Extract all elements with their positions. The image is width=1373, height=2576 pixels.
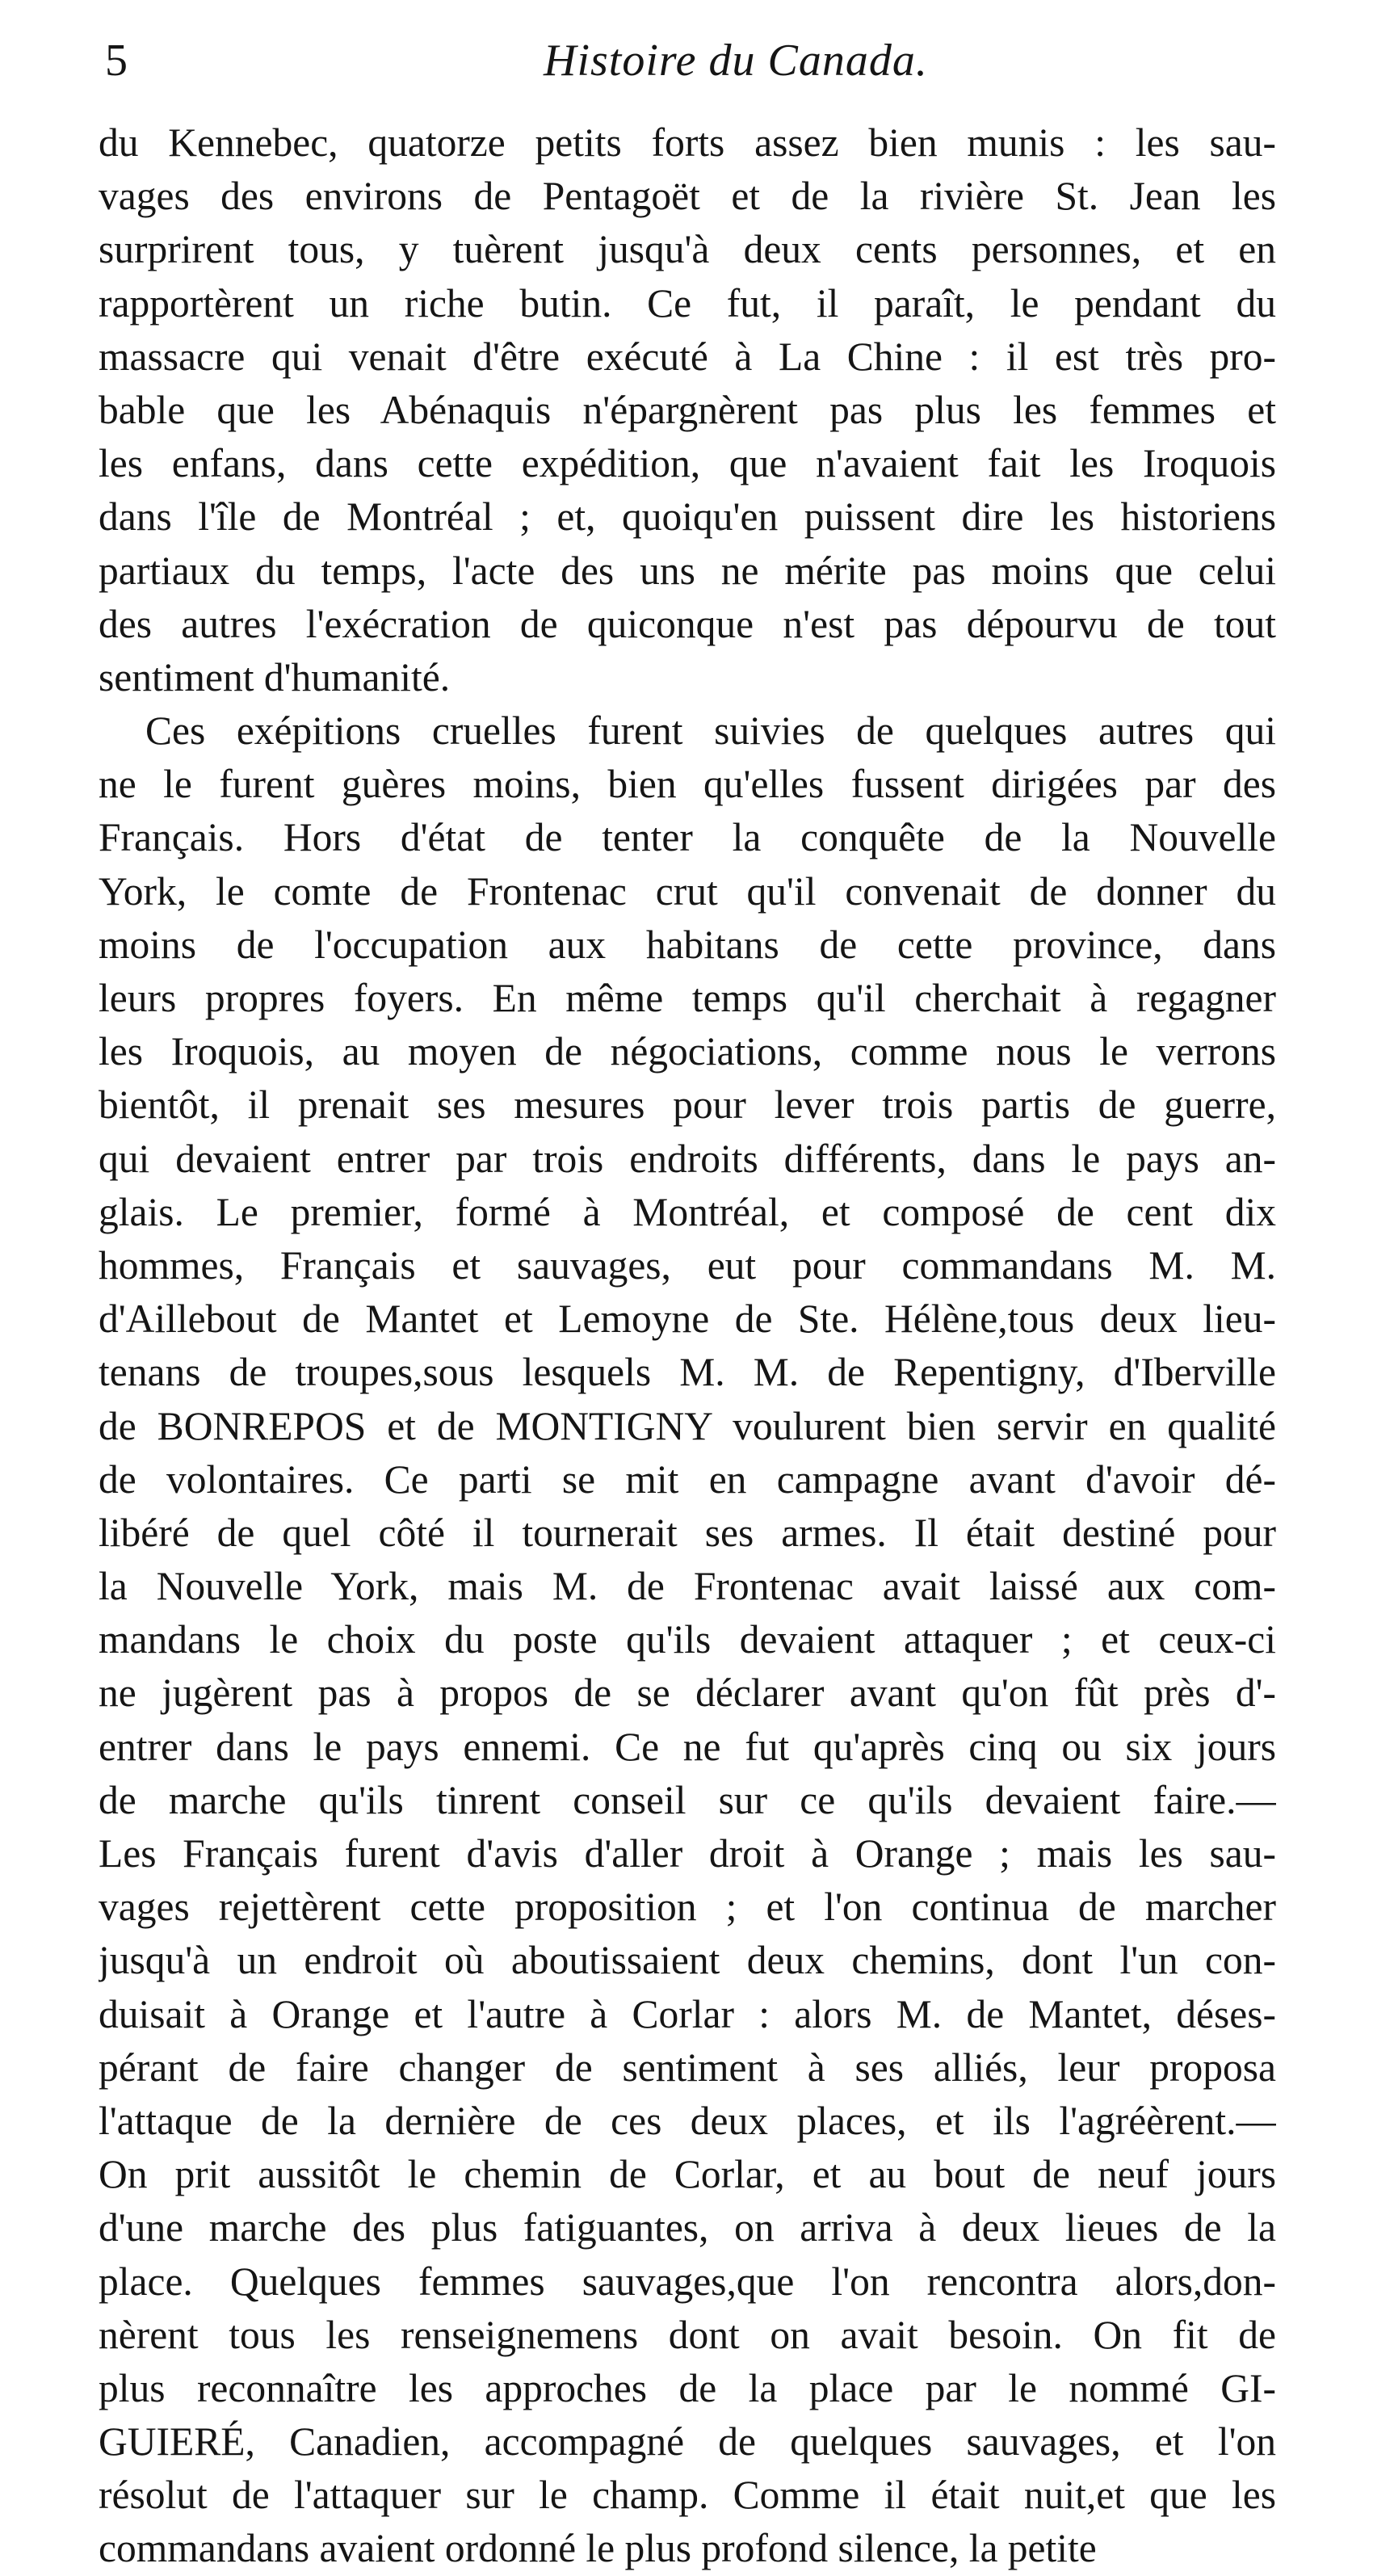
- text-line: sentiment d'humanité.: [99, 654, 451, 700]
- text-line: leurs propres foyers. En même temps qu'il cherchait à regagner: [99, 976, 1276, 1020]
- text-line: de marche qu'ils tinrent conseil sur ce qu'ils devaient faire.—: [99, 1777, 1276, 1822]
- text-line: vages des environs de Pentagoët et de la rivière St. Jean les: [99, 174, 1276, 219]
- text-line: GUIERÉ, Canadien, accompagné de quelques sauvages, et l'on: [99, 2419, 1276, 2465]
- text-line: ne jugèrent pas à propos de se déclarer avant qu'on fût près d'-: [99, 1670, 1276, 1716]
- text-line: bable que les Abénaquis n'épargnèrent pas plus les femmes et: [99, 387, 1276, 432]
- text-line: duisait à Orange et l'autre à Corlar : alors M. de Mantet, déses-: [99, 1991, 1276, 2036]
- text-line: partiaux du temps, l'acte des uns ne mérite pas moins que celui: [99, 548, 1276, 593]
- text-line: les enfans, dans cette expédition, que n'avaient fait les Iroquois: [99, 441, 1276, 486]
- text-line: dans l'île de Montréal ; et, quoiqu'en puissent dire les historiens: [99, 494, 1276, 540]
- text-line: glais. Le premier, formé à Montréal, et composé de cent dix: [99, 1189, 1276, 1234]
- paragraph: [99, 704, 1276, 2576]
- text-line: commandans avaient ordonné le plus profond silence, la petite: [99, 2526, 1097, 2571]
- text-line: bientôt, il prenait ses mesures pour lever trois partis de guerre,: [99, 1082, 1276, 1128]
- text-line: nèrent tous les renseignemens dont on avait besoin. On fit de: [99, 2312, 1276, 2357]
- body-text: [99, 116, 1276, 2571]
- text-line: des autres l'exécration de quiconque n'est pas dépourvu de tout: [99, 601, 1276, 646]
- text-line: tenans de troupes,sous lesquels M. M. de Repentigny, d'Iberville: [99, 1350, 1276, 1395]
- page-number: 5: [105, 36, 128, 86]
- paragraph: [99, 116, 1276, 704]
- text-line: du Kennebec, quatorze petits forts assez bien munis : les sau-: [99, 120, 1276, 165]
- text-line: massacre qui venait d'être exécuté à La Chine : il est très pro-: [99, 334, 1276, 379]
- text-line: plus reconnaître les approches de la place par le nommé GI-: [99, 2365, 1276, 2410]
- text-line: York, le comte de Frontenac crut qu'il convenait de donner du: [99, 868, 1276, 914]
- text-line: jusqu'à un endroit où aboutissaient deux chemins, dont l'un con-: [99, 1938, 1276, 1983]
- text-line: de volontaires. Ce parti se mit en campagne avant d'avoir dé-: [99, 1456, 1276, 1502]
- text-line: Français. Hors d'état de tenter la conquête de la Nouvelle: [99, 815, 1276, 860]
- text-line: pérant de faire changer de sentiment à ses alliés, leur proposa: [99, 2044, 1276, 2090]
- text-line: mandans le choix du poste qu'ils devaient attaquer ; et ceux-ci: [99, 1617, 1276, 1662]
- text-line: libéré de quel côté il tournerait ses armes. Il était destiné pour: [99, 1510, 1276, 1555]
- text-line: entrer dans le pays ennemi. Ce ne fut qu'après cinq ou six jours: [99, 1724, 1276, 1769]
- text-line: surprirent tous, y tuèrent jusqu'à deux cents personnes, et en: [99, 227, 1276, 272]
- text-line: hommes, Français et sauvages, eut pour commandans M. M.: [99, 1242, 1276, 1288]
- text-line: moins de l'occupation aux habitans de cette province, dans: [99, 922, 1276, 967]
- text-line: rapportèrent un riche butin. Ce fut, il paraît, le pendant du: [99, 280, 1276, 326]
- text-line: les Iroquois, au moyen de négociations, comme nous le verrons: [99, 1029, 1276, 1074]
- text-line: vages rejettèrent cette proposition ; et l'on continua de marcher: [99, 1885, 1276, 1930]
- text-line: de BONREPOS et de MONTIGNY voulurent bien servir en qualité: [99, 1403, 1276, 1448]
- text-line: qui devaient entrer par trois endroits différents, dans le pays an-: [99, 1136, 1276, 1181]
- page-header: [87, 24, 1266, 97]
- text-line: la Nouvelle York, mais M. de Frontenac avait laissé aux com-: [99, 1564, 1276, 1609]
- text-line: résolut de l'attaquer sur le champ. Comme il était nuit,et que les: [99, 2473, 1276, 2518]
- text-line: Les Français furent d'avis d'aller droit à Orange ; mais les sau-: [99, 1831, 1276, 1876]
- text-line: d'Aillebout de Mantet et Lemoyne de Ste. Hélène,tous deux lieu-: [99, 1296, 1276, 1342]
- text-line: Ces exépitions cruelles furent suivies de quelques autres qui: [145, 708, 1276, 754]
- text-line: l'attaque de la dernière de ces deux places, et ils l'agréèrent.—: [99, 2098, 1276, 2143]
- running-title: Histoire du Canada.: [544, 36, 928, 86]
- text-line: place. Quelques femmes sauvages,que l'on rencontra alors,don-: [99, 2259, 1276, 2304]
- text-line: ne le furent guères moins, bien qu'elles fussent dirigées par des: [99, 762, 1276, 807]
- text-line: On prit aussitôt le chemin de Corlar, et au bout de neuf jours: [99, 2152, 1276, 2197]
- text-line: d'une marche des plus fatiguantes, on arriva à deux lieues de la: [99, 2205, 1276, 2250]
